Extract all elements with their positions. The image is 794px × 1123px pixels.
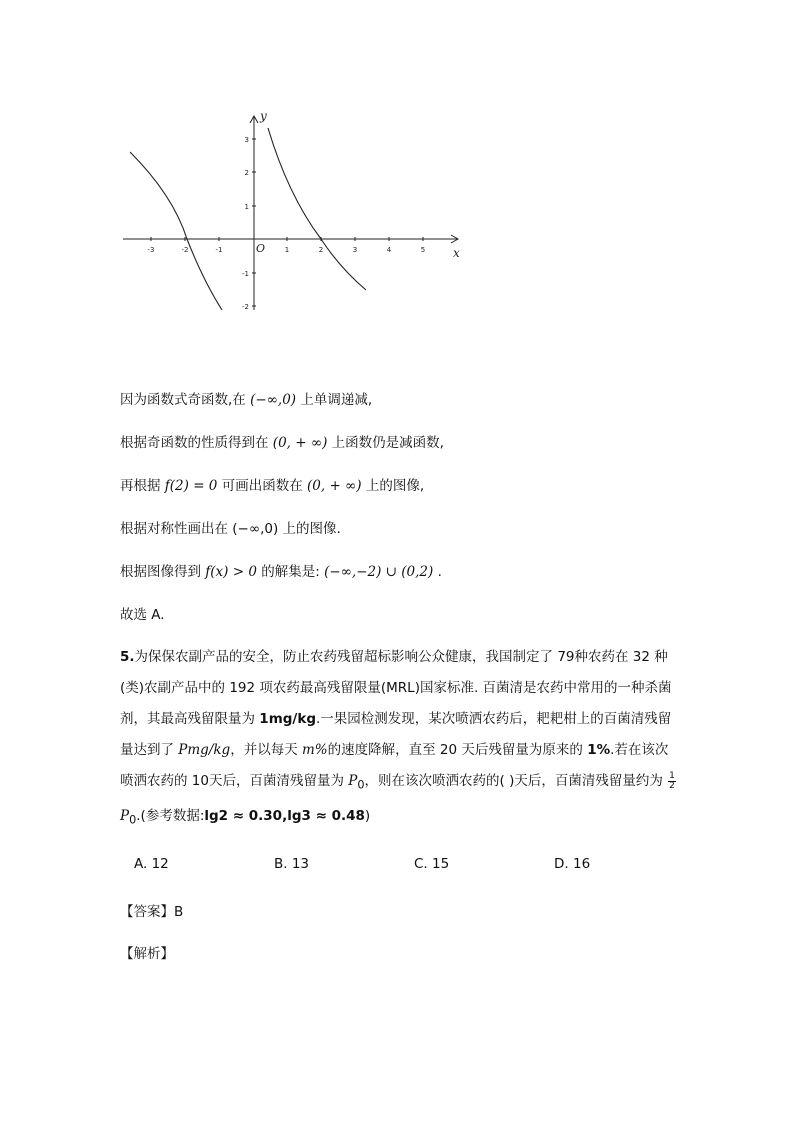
- right-curve: [268, 128, 366, 290]
- solution-line-1: 因为函数式奇函数,在 (−∞,0) 上单调递减,: [120, 392, 373, 408]
- choice-a[interactable]: A. 12: [134, 856, 169, 872]
- y-tick-label: -1: [242, 270, 249, 278]
- x-axis-label: x: [453, 246, 460, 260]
- question-5: 5.为保保农副产品的安全，防止农药残留超标影响公众健康，我国制定了 79种农药在 32 种(类)农副产品中的 192 项农药最高残留限量(MRL)国家标准. 百菌清是农药中常用的一种杀菌剂，其最高残留限量为 1mg/kg.一果园检测发现，某次喷洒农药后，耙耙柑上的百菌清残留量达到了 Pmg/kg，并以每天 m%的速度降解，直至 20 天后残留量为原来的 1%.若在该次喷洒农药的 10天后，百菌清残留量为 $P_0$，则在该次喷洒农药的( )天后，百菌清残留量约为 $\frac{1}{2}$ $P_0$.(参考数据:lg2 ≈ 0.30,lg3 ≈ 0.48): [120, 649, 675, 827]
- answer-label: 【答案】B: [120, 904, 184, 920]
- fraction-one-half: $\frac{1}{2}$: [669, 770, 675, 791]
- choice-c[interactable]: C. 15: [414, 856, 450, 872]
- y-tick-label: 1: [244, 203, 249, 211]
- x-tick-label: -3: [147, 246, 155, 254]
- x-tick-label: 2: [318, 246, 324, 254]
- question-number: 5.: [120, 649, 135, 665]
- y-axis-label: y: [260, 109, 267, 123]
- x-tick-label: 4: [386, 246, 392, 254]
- analysis-label: 【解析】: [120, 946, 174, 962]
- solution-line-4: 根据对称性画出在 (−∞,0) 上的图像.: [120, 521, 341, 537]
- y-tick-label: 2: [244, 169, 249, 177]
- solution-conclusion: 故选 A.: [120, 607, 165, 623]
- function-graph: [118, 100, 468, 315]
- solution-line-2: 根据奇函数的性质得到在 (0, + ∞) 上函数仍是减函数,: [120, 435, 444, 451]
- choice-d[interactable]: D. 16: [554, 856, 591, 872]
- x-tick-label: -2: [181, 246, 189, 254]
- x-tick-label: 3: [352, 246, 358, 254]
- origin-label: O: [256, 242, 266, 255]
- x-tick-label: 1: [284, 246, 290, 254]
- choice-b[interactable]: B. 13: [274, 856, 310, 872]
- solution-line-5: 根据图像得到 f(x) > 0 的解集是: (−∞,−2) ∪ (0,2) .: [120, 564, 442, 580]
- left-curve: [130, 152, 222, 310]
- solution-line-3: 再根据 f(2) = 0 可画出函数在 (0, + ∞) 上的图像,: [120, 478, 425, 494]
- y-tick-label: -2: [242, 303, 249, 311]
- x-tick-label: -1: [215, 246, 223, 254]
- y-tick-label: 3: [244, 136, 249, 144]
- x-tick-label: 5: [420, 246, 426, 254]
